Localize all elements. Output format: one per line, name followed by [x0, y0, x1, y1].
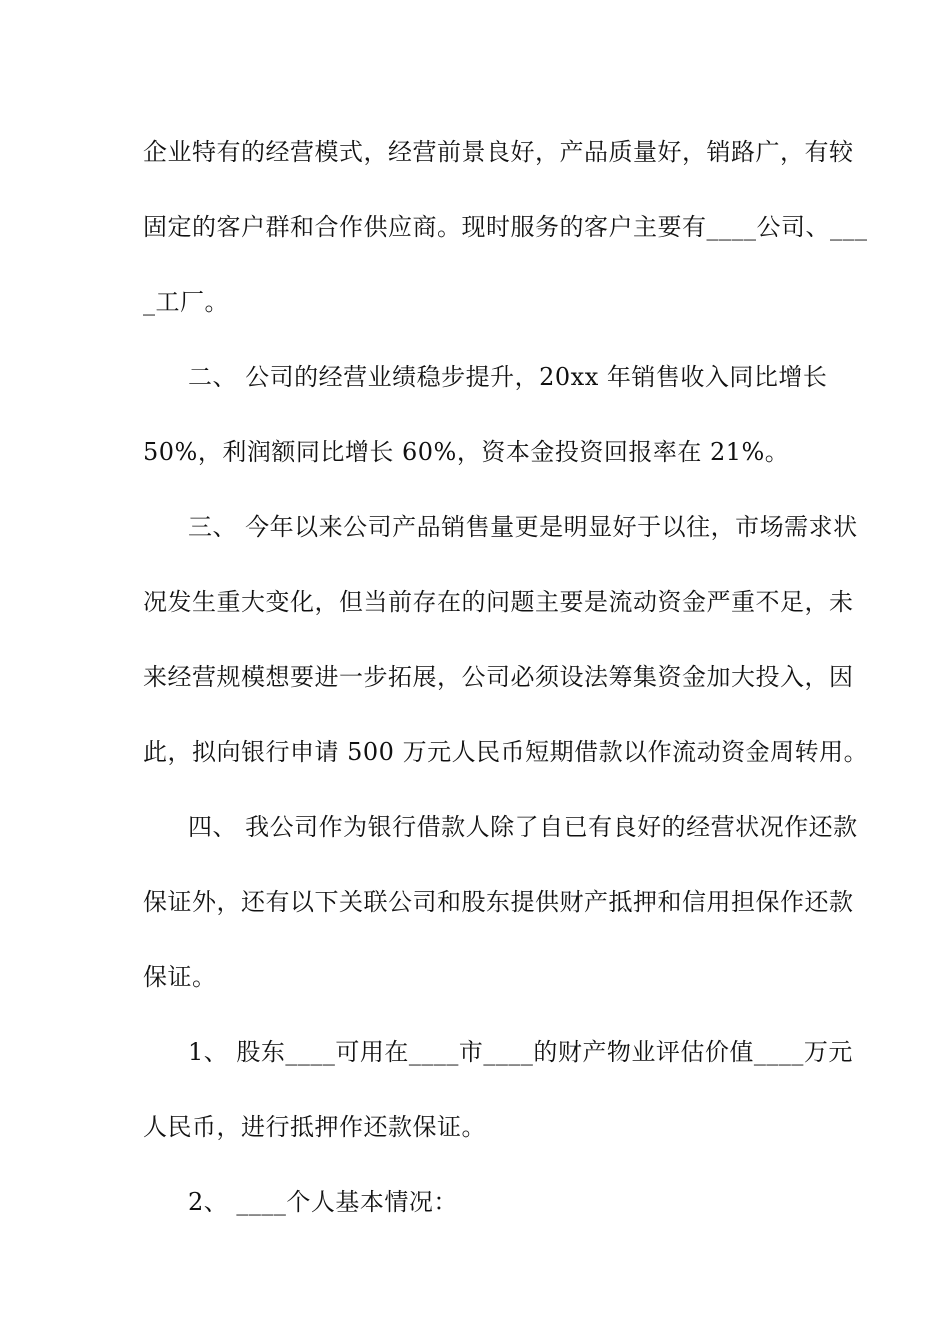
paragraph-line: 固定的客户群和合作供应商。现时服务的客户主要有____公司、___ — [143, 213, 868, 241]
item-two-line: 2、 ____个人基本情况： — [188, 1188, 458, 1216]
paragraph-line: 50%，利润额同比增长 60%，资本金投资回报率在 21%。 — [143, 438, 790, 466]
paragraph-line: 此，拟向银行申请 500 万元人民币短期借款以作流动资金周转用。 — [143, 738, 869, 766]
section-two-heading-line: 二、 公司的经营业绩稳步提升，20xx 年销售收入同比增长 — [188, 363, 828, 391]
paragraph-line: 企业特有的经营模式，经营前景良好，产品质量好，销路广，有较 — [143, 138, 854, 166]
paragraph-line: _工厂。 — [143, 288, 229, 316]
paragraph-line: 人民币，进行抵押作还款保证。 — [143, 1113, 486, 1141]
paragraph-line: 保证外，还有以下关联公司和股东提供财产抵押和信用担保作还款 — [143, 888, 854, 916]
paragraph-line: 来经营规模想要进一步拓展，公司必须设法筹集资金加大投入，因 — [143, 663, 854, 691]
paragraph-line: 保证。 — [143, 963, 217, 991]
paragraph-line: 况发生重大变化，但当前存在的问题主要是流动资金严重不足，未 — [143, 588, 854, 616]
section-three-heading-line: 三、 今年以来公司产品销售量更是明显好于以往，市场需求状 — [188, 513, 858, 541]
section-four-heading-line: 四、 我公司作为银行借款人除了自已有良好的经营状况作还款 — [188, 813, 858, 841]
item-one-line: 1、 股东____可用在____市____的财产物业评估价值____万元 — [188, 1038, 853, 1066]
